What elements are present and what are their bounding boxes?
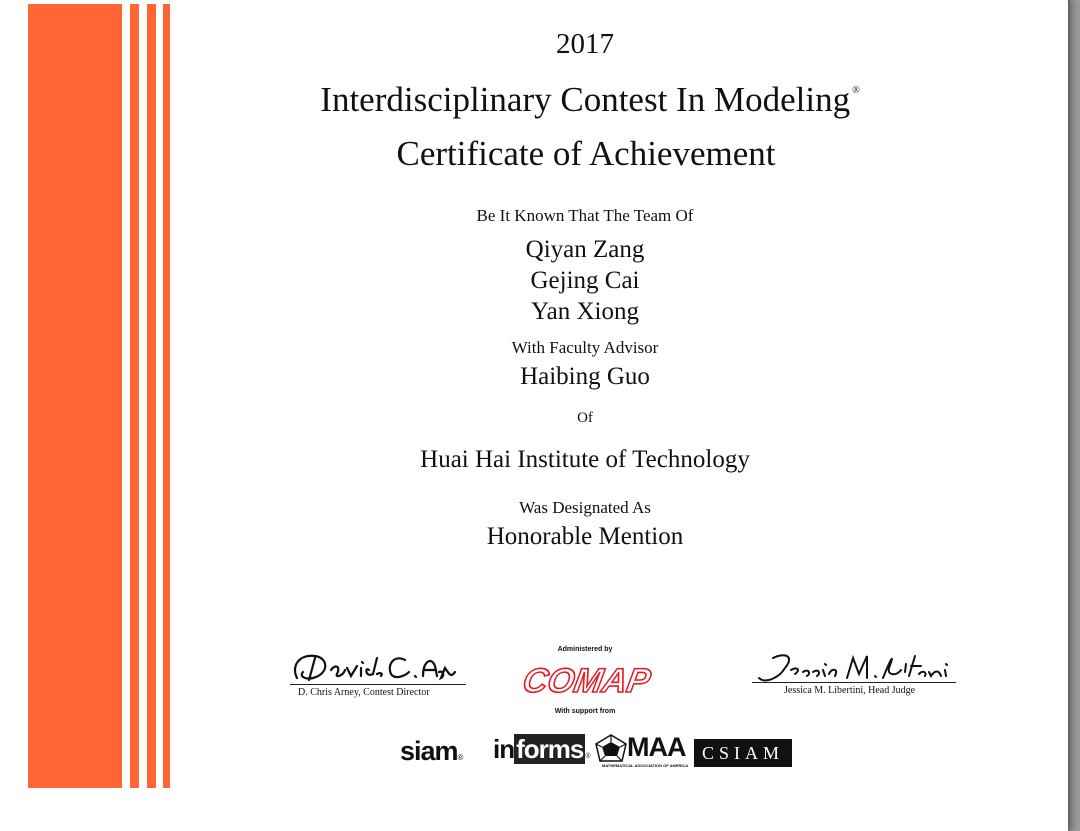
advisor-name: Haibing Guo (520, 363, 650, 390)
contest-name-text: Interdisciplinary Contest In Modeling (320, 80, 851, 119)
orange-stripe-1 (130, 4, 139, 788)
advisor-label: With Faculty Advisor (511, 338, 659, 357)
contest-name (290, 80, 890, 120)
maa-full-name: MATHEMATICAL ASSOCIATION OF AMERICA (602, 763, 689, 768)
administered-by-label: Administered by (557, 646, 613, 653)
director-caption: D. Chris Arney, Contest Director (298, 687, 430, 698)
certificate-title: Certificate of Achievement (396, 134, 776, 173)
team-label: Be It Known That The Team Of (476, 206, 694, 225)
award-designation: Honorable Mention (486, 523, 684, 550)
contest-year: 2017 (556, 28, 614, 60)
siam-logo-text: siam (400, 736, 458, 766)
comap-logo (520, 656, 654, 706)
maa-polyhedron-icon (594, 734, 628, 764)
orange-stripe-3 (163, 4, 170, 788)
siam-reg-mark: ® (457, 753, 463, 762)
designation-label: Was Designated As (519, 498, 651, 517)
informs-prefix: in (493, 734, 515, 764)
csiam-logo: CSIAM (694, 739, 792, 767)
of-label: Of (577, 410, 593, 426)
informs-logo (493, 734, 590, 765)
siam-logo (400, 736, 462, 767)
institution-name: Huai Hai Institute of Technology (420, 446, 750, 473)
judge-signature-line (752, 682, 956, 683)
orange-stripe-2 (147, 4, 156, 788)
team-member: Qiyan Zang (525, 236, 645, 263)
director-signature (285, 648, 465, 686)
maa-logo (594, 732, 689, 769)
team-member: Yan Xiong (531, 298, 639, 325)
registered-mark: ® (852, 85, 860, 96)
informs-reg-mark: ® (585, 753, 590, 760)
comap-logo-text: COMAP (520, 662, 654, 700)
informs-boxed: forms (516, 734, 584, 764)
director-signature-line (290, 684, 466, 685)
maa-logo-text: MAA (627, 732, 686, 762)
support-label: With support from (554, 708, 616, 715)
judge-caption: Jessica M. Libertini, Head Judge (784, 685, 916, 696)
team-member: Gejing Cai (530, 267, 640, 294)
orange-stripe-wide (28, 4, 122, 788)
viewer-scrollbar-track[interactable] (1070, 0, 1080, 831)
